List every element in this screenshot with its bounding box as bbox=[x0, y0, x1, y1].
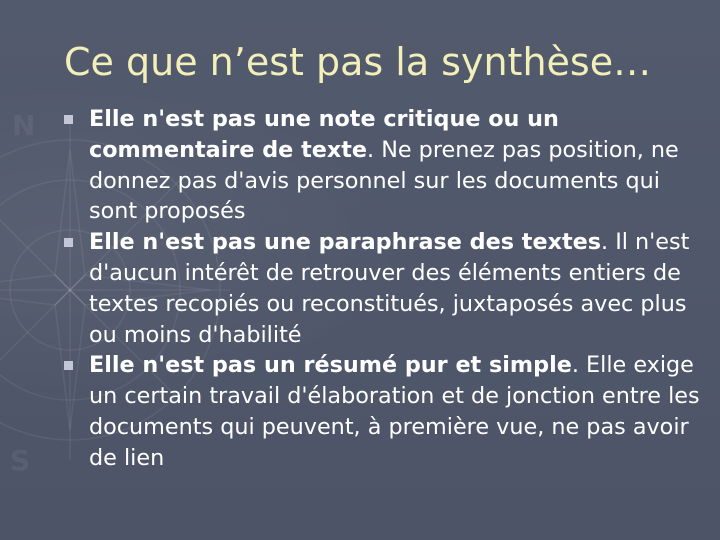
bullet-bold-text: Elle n'est pas une note critique ou un commentaire de texte bbox=[89, 106, 559, 163]
square-bullet-icon bbox=[64, 361, 73, 370]
bullet-item bbox=[60, 227, 705, 350]
square-bullet-icon bbox=[64, 115, 73, 124]
bullet-bold-text: Elle n'est pas une paraphrase des textes bbox=[89, 229, 602, 256]
bullet-item bbox=[60, 350, 705, 473]
bullet-bold-text: Elle n'est pas un résumé pur et simple bbox=[89, 352, 572, 379]
square-bullet-icon bbox=[64, 238, 73, 247]
slide-title: Ce que n’est pas la synthèse… bbox=[64, 40, 652, 84]
bullet-item bbox=[60, 104, 705, 227]
bullet-text: . Ne prenez pas position, ne donnez pas d'avis personnel sur les documents qui sont proposés bbox=[89, 136, 679, 225]
bullet-text: . Il n'est d'aucun intérêt de retrouver des éléments entiers de textes recopiés ou reconstitués, juxtaposés avec plus ou moins d'habilité bbox=[89, 229, 690, 348]
bullet-text: . Elle exige un certain travail d'élaboration et de jonction entre les documents qui peuvent, à première vue, ne pas avoir de lien bbox=[89, 352, 700, 471]
bullet-list bbox=[60, 104, 705, 474]
svg-text:N: N bbox=[12, 109, 36, 142]
svg-text:S: S bbox=[10, 444, 31, 477]
